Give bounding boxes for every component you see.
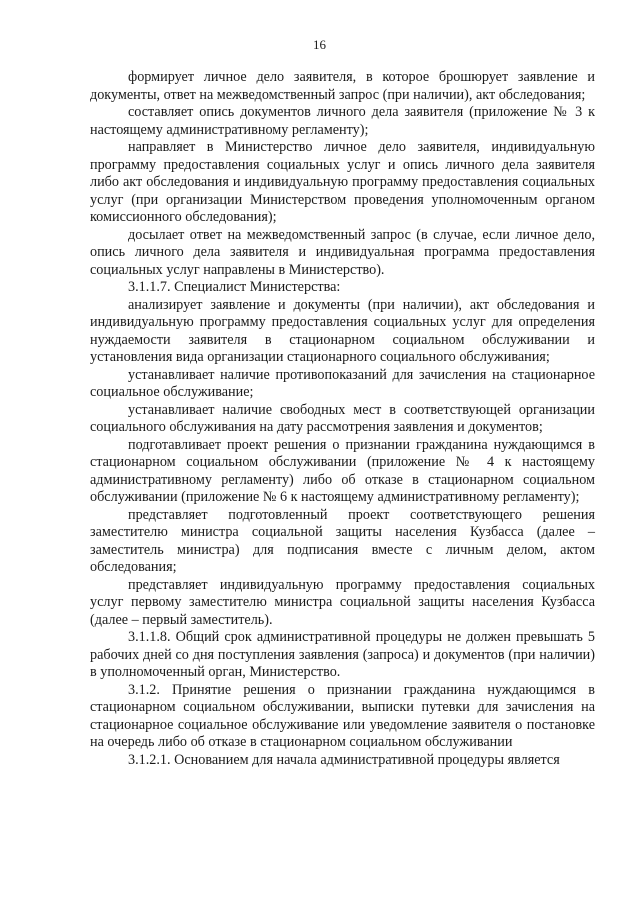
- paragraph-form-personal-file: формирует личное дело заявителя, в которое брошюрует заявление и документы, ответ на межведомственный запрос (при наличии), акт обследования;: [90, 69, 595, 103]
- paragraph-send-response: досылает ответ на межведомственный запрос (в случае, если личное дело, опись личного дела заявителя и индивидуальная программа предоставления социальных услуг направлены в Министерство).: [90, 226, 595, 278]
- paragraph-prepare-decision: подготавливает проект решения о признании гражданина нуждающимся в стационарном социальном обслуживании (приложение № 4 к настоящему административному регламенту) либо об отказе в стационарном социальном обслуживании (приложение № 6 к настоящему административному регламенту);: [90, 436, 595, 505]
- paragraph-document-inventory: составляет опись документов личного дела заявителя (приложение № 3 к настоящему административному регламенту);: [90, 104, 595, 138]
- paragraph-free-places: устанавливает наличие свободных мест в соответствующей организации социального обслуживания на дату рассмотрения заявления и документов;: [90, 401, 595, 435]
- section-3-1-2: 3.1.2. Принятие решения о признании гражданина нуждающимся в стационарном социальном обслуживании, выписки путевки для зачисления на стационарное социальное обслуживание или уведомление заявителя о постановке на очередь либо об отказе в стационарном социальном обслуживании: [90, 681, 595, 750]
- document-body: [90, 69, 595, 769]
- paragraph-analyze-application: анализирует заявление и документы (при наличии), акт обследования и индивидуальную программу предоставления социальных услуг для определения нуждаемости заявителя в стационарном социальном обслуживании и установления вида организации стационарного социального обслуживания;: [90, 296, 595, 365]
- section-heading-3-1-1-7: 3.1.1.7. Специалист Министерства:: [128, 279, 341, 295]
- section-3-1-2-1: 3.1.2.1. Основанием для начала административной процедуры является: [128, 751, 560, 768]
- section-3-1-1-8: 3.1.1.8. Общий срок административной процедуры не должен превышать 5 рабочих дней со дня поступления заявления (запроса) и документов (при наличии) в уполномоченный орган, Министерство.: [90, 629, 595, 680]
- paragraph-submit-to-deputy: представляет подготовленный проект соответствующего решения заместителю министра социальной защиты населения Кузбасса (далее – заместитель министра) для подписания вместе с личным делом, актом обследования;: [90, 506, 595, 575]
- paragraph-contraindications: устанавливает наличие противопоказаний для зачисления на стационарное социальное обслуживание;: [90, 366, 595, 400]
- paragraph-submit-program: представляет индивидуальную программу предоставления социальных услуг первому заместителю министра социальной защиты населения Кузбасса (далее – первый заместитель).: [90, 576, 595, 628]
- paragraph-send-to-ministry: направляет в Министерство личное дело заявителя, индивидуальную программу предоставления социальных услуг и опись личного дела заявителя либо акт обследования и индивидуальную программу предоставления социальных услуг (при организации Министерством проведения уполномоченным органом комиссионного обследования);: [90, 139, 595, 225]
- page-number: 16: [313, 37, 326, 52]
